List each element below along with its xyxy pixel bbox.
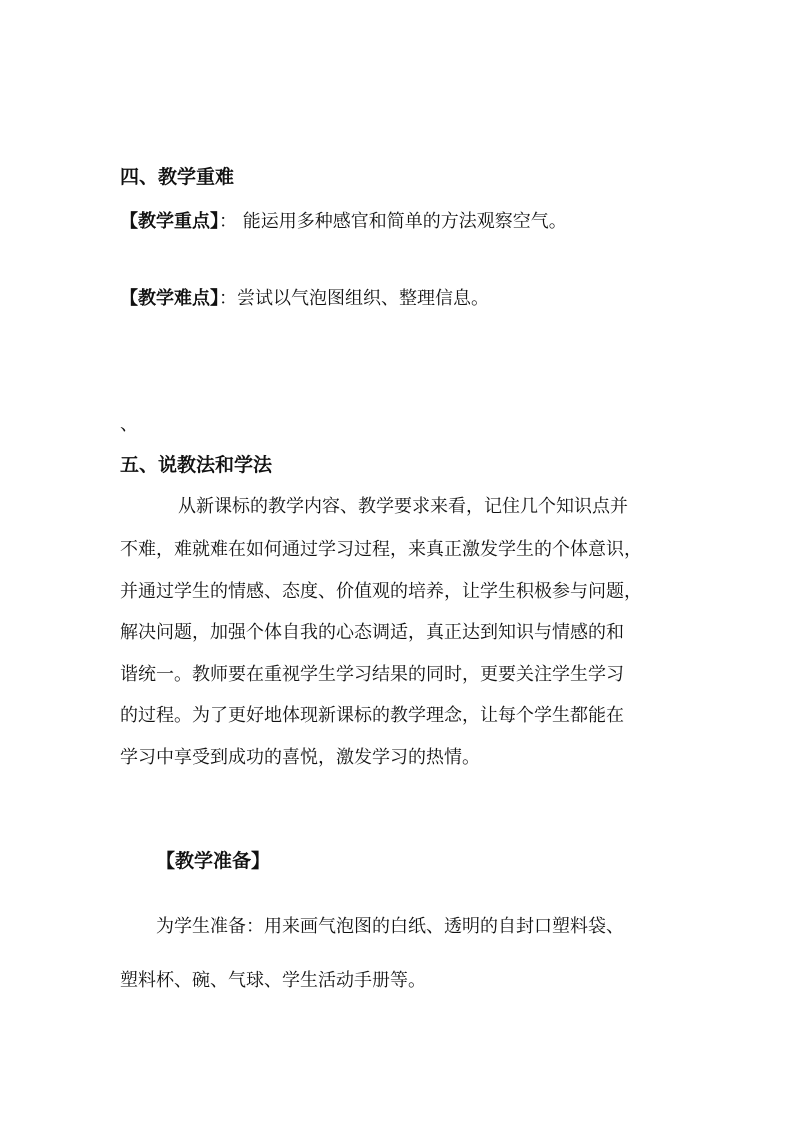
preparation-line: 为学生准备：用来画气泡图的白纸、透明的自封口塑料袋、 (156, 916, 624, 937)
difficulty-label: 【教学难点】 (120, 288, 219, 309)
stray-mark: 、 (120, 414, 138, 435)
difficulty-text: ：尝试以气泡图组织、整理信息。 (219, 288, 489, 309)
paragraph-line: 学习中享受到成功的喜悦，激发学习的热情。 (120, 747, 480, 768)
difficulty-line (120, 284, 489, 310)
paragraph-line: 谐统一。教师要在重视学生学习结果的同时，更要关注学生学习 (120, 664, 624, 685)
key-point-line (120, 207, 567, 233)
paragraph-line: 从新课标的教学内容、教学要求来看，记住几个知识点并 (178, 496, 628, 517)
key-point-text: ： 能运用多种感官和简单的方法观察空气。 (219, 211, 567, 232)
paragraph-line: 并通过学生的情感、态度、价值观的培养，让学生积极参与问题， (120, 581, 642, 602)
key-point-label: 【教学重点】 (120, 211, 219, 232)
preparation-heading: 【教学准备】 (156, 850, 271, 872)
preparation-line: 塑料杯、碗、气球、学生活动手册等。 (120, 970, 426, 991)
section-5-heading: 五、说教法和学法 (120, 454, 273, 476)
paragraph-line: 不难，难就难在如何通过学习过程，来真正激发学生的个体意识， (120, 539, 642, 560)
section-4-heading: 四、教学重难 (120, 166, 235, 188)
paragraph-line: 解决问题，加强个体自我的心态调适，真正达到知识与情感的和 (120, 622, 624, 643)
paragraph-line: 的过程。为了更好地体现新课标的教学理念，让每个学生都能在 (120, 705, 624, 726)
